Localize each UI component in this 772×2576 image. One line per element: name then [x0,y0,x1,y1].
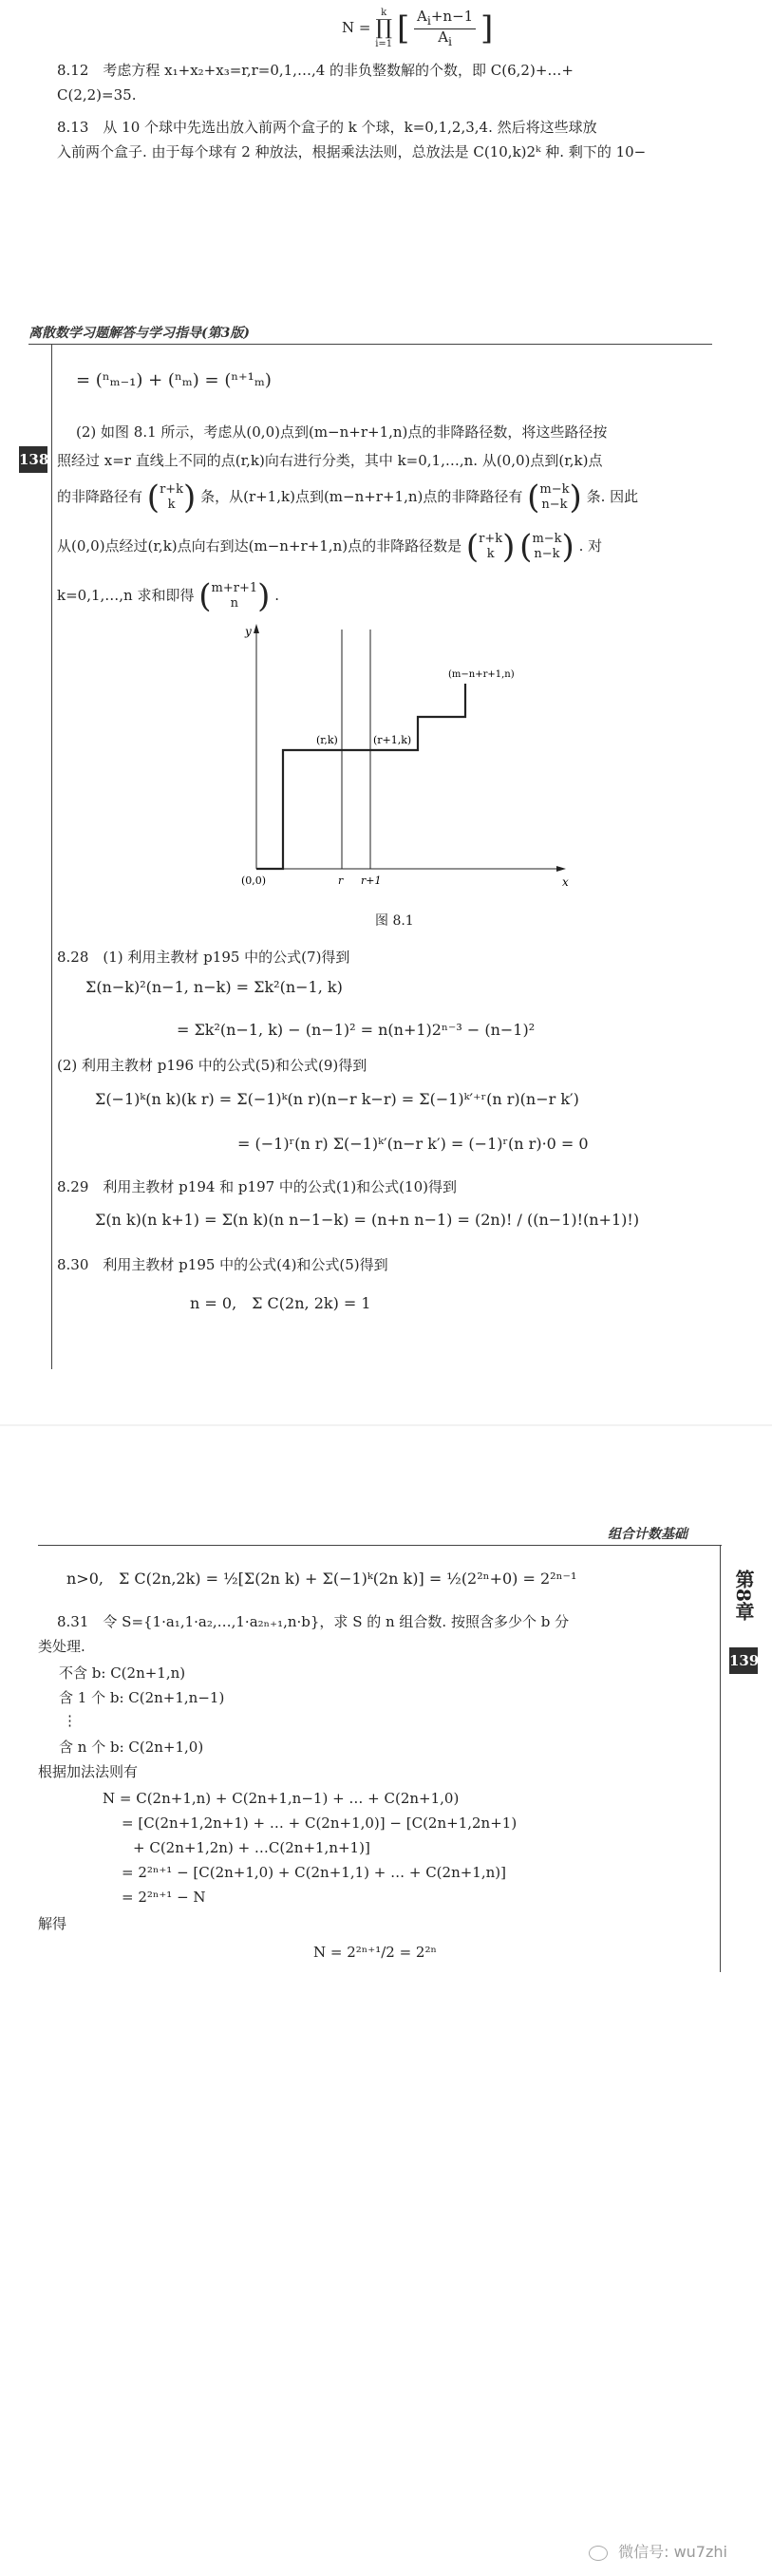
equation-8-28-b: = Σk²(n−1, k) − (n−1)² = n(n+1)2ⁿ⁻³ − (n−1)² [177,1021,536,1039]
label-x: x [562,875,569,889]
binom-top-a: A [417,7,427,25]
binom-final-bottom: n [230,596,239,611]
binom-r-plus-k [160,482,183,513]
binom-final [212,581,258,611]
paragraph-8-13: 8.13 从 10 个球中先选出放入前两个盒子的 k 个球，k=0,1,2,3,4. 然后将这些球放 [57,119,597,136]
paragraph-8-28-part2: (2) 利用主教材 p196 中的公式(5)和公式(9)得到 [57,1057,367,1074]
figure-caption: 图 8.1 [375,913,414,929]
formula-lhs: N = [342,19,376,36]
margin-rule [51,344,52,1369]
paragraph-8-31-cont: 类处理. [38,1638,85,1655]
label-point-r1k: (r+1,k) [373,734,412,746]
label-y: y [245,625,252,638]
label-r: r [338,874,344,887]
equation-8-30: n = 0, Σ C(2n, 2k) = 1 [190,1294,371,1312]
line4-part-b: . 对 [578,537,603,555]
equation-8-29: Σ(n k)(n k+1) = Σ(n k)(n n−1−k) = (n+n n−1) = (2n)! / ((n−1)!(n+1)!) [95,1211,640,1229]
binom-fraction [414,9,476,49]
paragraph-8-12-cont: C(2,2)=35. [57,86,137,103]
equation-8-28-c: Σ(−1)ᵏ(n k)(k r) = Σ(−1)ᵏ(n r)(n−r k−r) = Σ(−1)ᵏ′⁺ʳ(n r)(n−r k′) [95,1090,579,1108]
equation-line-1: N = C(2n+1,n) + C(2n+1,n−1) + … + C(2n+1,0) [103,1790,460,1807]
binom-top-sub: i [426,12,431,28]
line4-part-a: 从(0,0)点经过(r,k)点向右到达(m−n+r+1,n)点的非降路径数是 [57,537,462,555]
paragraph-8-30: 8.30 利用主教材 p195 中的公式(4)和公式(5)得到 [57,1256,388,1273]
case-one-b: 含 1 个 b: C(2n+1,n−1) [59,1689,225,1706]
binom-rk-bottom-2: k [486,547,495,561]
line3-part-c: 条. 因此 [586,488,639,505]
prod-upper: k [381,8,387,18]
page-number-tab: 138 [19,446,47,473]
label-endpoint: (m−n+r+1,n) [448,669,515,680]
page-header: 离散数学习题解答与学习指导(第3版) [28,326,250,341]
watermark-text: 微信号: wu7zhi [618,2543,727,2561]
label-r-plus-1: r+1 [361,874,382,887]
paragraph-8-28: 8.28 (1) 利用主教材 p195 中的公式(7)得到 [57,949,350,966]
addition-rule-text: 根据加法法则有 [38,1763,139,1780]
line3-part-b: 条，从(r+1,k)点到(m−n+r+1,n)点的非降路径有 [200,488,523,505]
line5-part-b: . [274,587,279,604]
header-rule-2 [38,1545,722,1546]
header-rule [28,344,712,345]
solution-label: 解得 [38,1915,67,1932]
binom-rk-top: r+k [160,482,184,497]
lattice-path [256,684,465,869]
binom-rk-top-2: r+k [479,532,503,546]
equation-line-2: = [C(2n+1,2n+1) + … + C(2n+1,0)] − [C(2n+1,2n+1) [122,1814,518,1832]
paragraph-2-line5: k=0,1,…,n 求和即得 ( m+r+1 n ) . [57,577,279,615]
prod-lower: i=1 [375,39,393,49]
binom-mk-bottom: n−k [541,498,568,512]
margin-rule-2 [720,1545,721,1972]
figure-8-1 [228,622,589,907]
equation-line-5: = 2²ⁿ⁺¹ − N [122,1889,206,1906]
paragraph-2-line1: (2) 如图 8.1 所示，考虑从(0,0)点到(m−n+r+1,n)点的非降路径数，将这些路径按 [76,423,608,441]
page-header-2: 组合计数基础 [608,1527,687,1542]
paragraph-8-31: 8.31 令 S={1·a₁,1·a₂,…,1·a₂ₙ₊₁,n·b}，求 S 的 n 组合数. 按照含多少个 b 分 [57,1613,570,1630]
line3-part-a: 的非降路径有 [57,488,143,505]
page-separator [0,1424,772,1426]
equation-line-4: = 2²ⁿ⁺¹ − [C(2n+1,0) + C(2n+1,1) + … + C(2n+1,n)] [122,1864,506,1881]
paragraph-2-line3: 的非降路径有 ( r+k k ) 条，从(r+1,k)点到(m−n+r+1,n)点的非降路径有 ( m−k n−k ) 条. 因此 [57,479,639,517]
top-product-formula: N = k ∏ i=1 [ $\frac{A_i+n-1}{A_i}$ ] [342,7,494,49]
binom-final-top: m+r+1 [211,581,258,595]
case-no-b: 不含 b: C(2n+1,n) [59,1664,186,1682]
formula-pascal: = (ⁿₘ₋₁) + (ⁿₘ) = (ⁿ⁺¹ₘ) [76,370,272,390]
product-symbol: k ∏ i=1 [375,8,393,49]
case-ellipsis: ⋮ [63,1712,77,1729]
equation-8-28-d: = (−1)ʳ(n r) Σ(−1)ᵏ′(n−r k′) = (−1)ʳ(n r)·0 = 0 [237,1135,589,1153]
binom-bottom-sub: i [448,33,453,48]
binom-m-minus-k-2 [532,532,561,562]
paragraph-8-13-cont: 入前两个盒子. 由于每个球有 2 种放法，根据乘法法则，总放法是 C(10,k)2ᵏ 种. 剩下的 10− [57,143,647,160]
binom-mk-top: m−k [539,482,570,497]
binom-mk-top-2: m−k [532,532,562,546]
chapter-label: 第8章 [732,1570,755,1621]
label-origin: (0,0) [241,874,267,887]
paragraph-2-line4: 从(0,0)点经过(r,k)点向右到达(m−n+r+1,n)点的非降路径数是 ( r+k k ) ( m−k n−k ) . 对 [57,528,603,566]
line5-part-a: k=0,1,…,n 求和即得 [57,587,195,604]
wechat-watermark [589,2540,727,2562]
equation-8-28-a: Σ(n−k)²(n−1, n−k) = Σk²(n−1, k) [85,978,343,996]
binom-mk-bottom-2: n−k [534,547,560,561]
paragraph-8-29: 8.29 利用主教材 p194 和 p197 中的公式(1)和公式(10)得到 [57,1178,457,1195]
binom-r-plus-k-2 [479,532,502,562]
binom-rk-bottom: k [167,498,176,512]
case-n-b: 含 n 个 b: C(2n+1,0) [59,1739,204,1756]
binom-bottom-a: A [438,28,449,46]
label-point-rk: (r,k) [316,734,338,746]
y-axis-arrow [254,624,259,633]
solution-equation: N = 2²ⁿ⁺¹/2 = 2²ⁿ [313,1944,437,1961]
x-axis-arrow [556,866,566,872]
binom-m-minus-k [539,482,569,513]
binom-top-rest: +n−1 [430,7,474,25]
wechat-icon [589,2546,608,2561]
equation-8-30-positive: n>0, Σ C(2n,2k) = ½[Σ(2n k) + Σ(−1)ᵏ(2n k)] = ½(2²ⁿ+0) = 2²ⁿ⁻¹ [66,1570,577,1588]
paragraph-8-12: 8.12 考虑方程 x₁+x₂+x₃=r,r=0,1,…,4 的非负整数解的个数，即 C(6,2)+…+ [57,62,574,79]
page-number-tab-2: 139 [729,1647,758,1674]
paragraph-2-line2: 照经过 x=r 直线上不同的点(r,k)向右进行分类，其中 k=0,1,…,n. 从(0,0)点到(r,k)点 [57,452,603,469]
equation-line-3: + C(2n+1,2n) + …C(2n+1,n+1)] [133,1839,370,1856]
